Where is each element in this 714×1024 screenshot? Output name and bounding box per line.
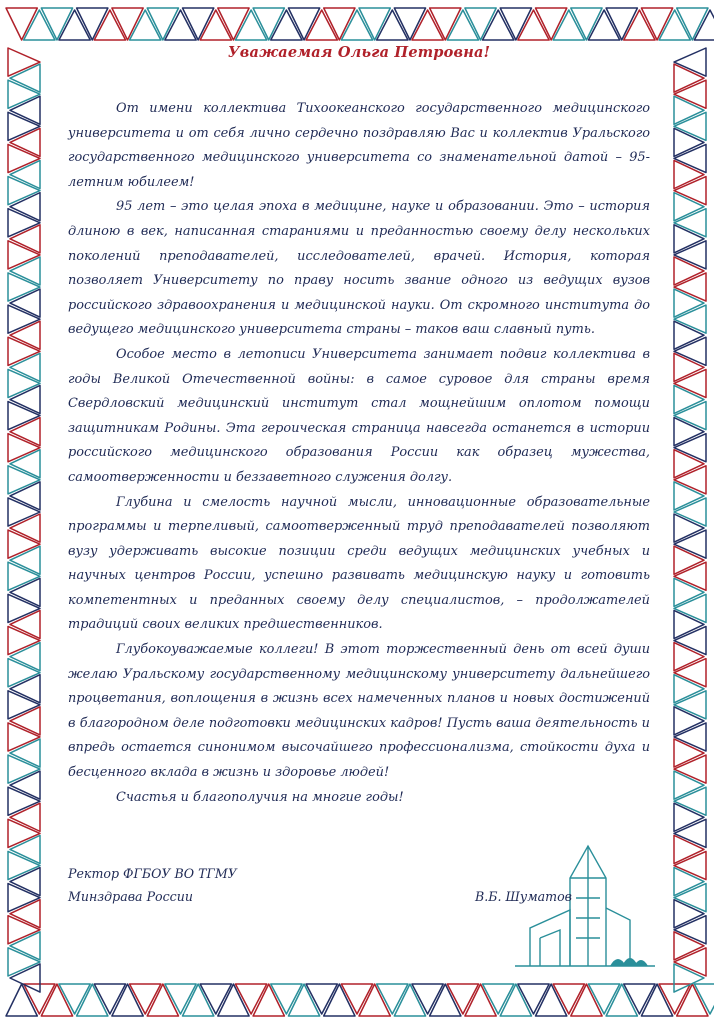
letter-paragraph-3: Особое место в летописи Университета занимает подвиг коллектива в годы Великой Отечественной войны: в самое суровое для страны время Свердловский медицинский институт стал мощнейшим оплотом помощи защитникам Родины. Эта героическая страница навсегда останется в истории российского медицинского образования России как образец мужества, самоотверженности и беззаветного служения долгу. [68, 346, 650, 485]
letter-body [68, 44, 650, 810]
signatory-title-line-1: Ректор ФГБОУ ВО ТГМУ [68, 866, 237, 881]
letter-paragraph-2: 95 лет – это целая эпоха в медицине, науке и образовании. Это – история длиною в век, написанная стараниями и преданностью своему делу нескольких поколений преподавателей, исследователей, врачей. История, которая позволяет Университету по праву носить звание одного из ведущих вузов российского здравоохранения и медицинской науки. От скромного института до ведущего медицинского университета страны – таков ваш славный путь. [68, 199, 650, 338]
letter-paragraph-5: Глубокоуважаемые коллеги! В этот торжественный день от всей души желаю Уральскому государственному медицинскому университету дальнейшего процветания, воплощения в жизнь всех намеченных планов и новых достижений в благородном деле подготовки медицинских кадров! Пусть ваша деятельность и впредь остается синонимом высочайшего профессионализма, стойкости духа и бесценного вклада в жизнь и здоровье людей! [68, 642, 650, 781]
signature-block [68, 862, 650, 908]
letter-closing-wish: Счастья и благополучия на многие годы! [116, 789, 404, 805]
signatory-title-line-2: Минздрава России [68, 889, 193, 904]
signatory-name: В.Б. Шуматов [475, 889, 572, 904]
letter-paragraph-1: От имени коллектива Тихоокеанского государственного медицинского университета и от себя лично сердечно поздравляю Вас и коллектив Уральского государственного медицинского университета со знаменательной датой – 95-летним юбилеем! [68, 101, 650, 190]
letter-greeting: Уважаемая Ольга Петровна! [227, 44, 491, 61]
letter-paragraph-4: Глубина и смелость научной мысли, инновационные образовательные программы и терпеливый, самоотверженный труд преподавателей позволяют вузу удерживать высокие позиции среди ведущих медицинских учебных и научных центров России, успешно развивать медицинскую науку и готовить компетентных и преданных своему делу специалистов, – продолжателей традиций своих великих предшественников. [68, 494, 650, 633]
